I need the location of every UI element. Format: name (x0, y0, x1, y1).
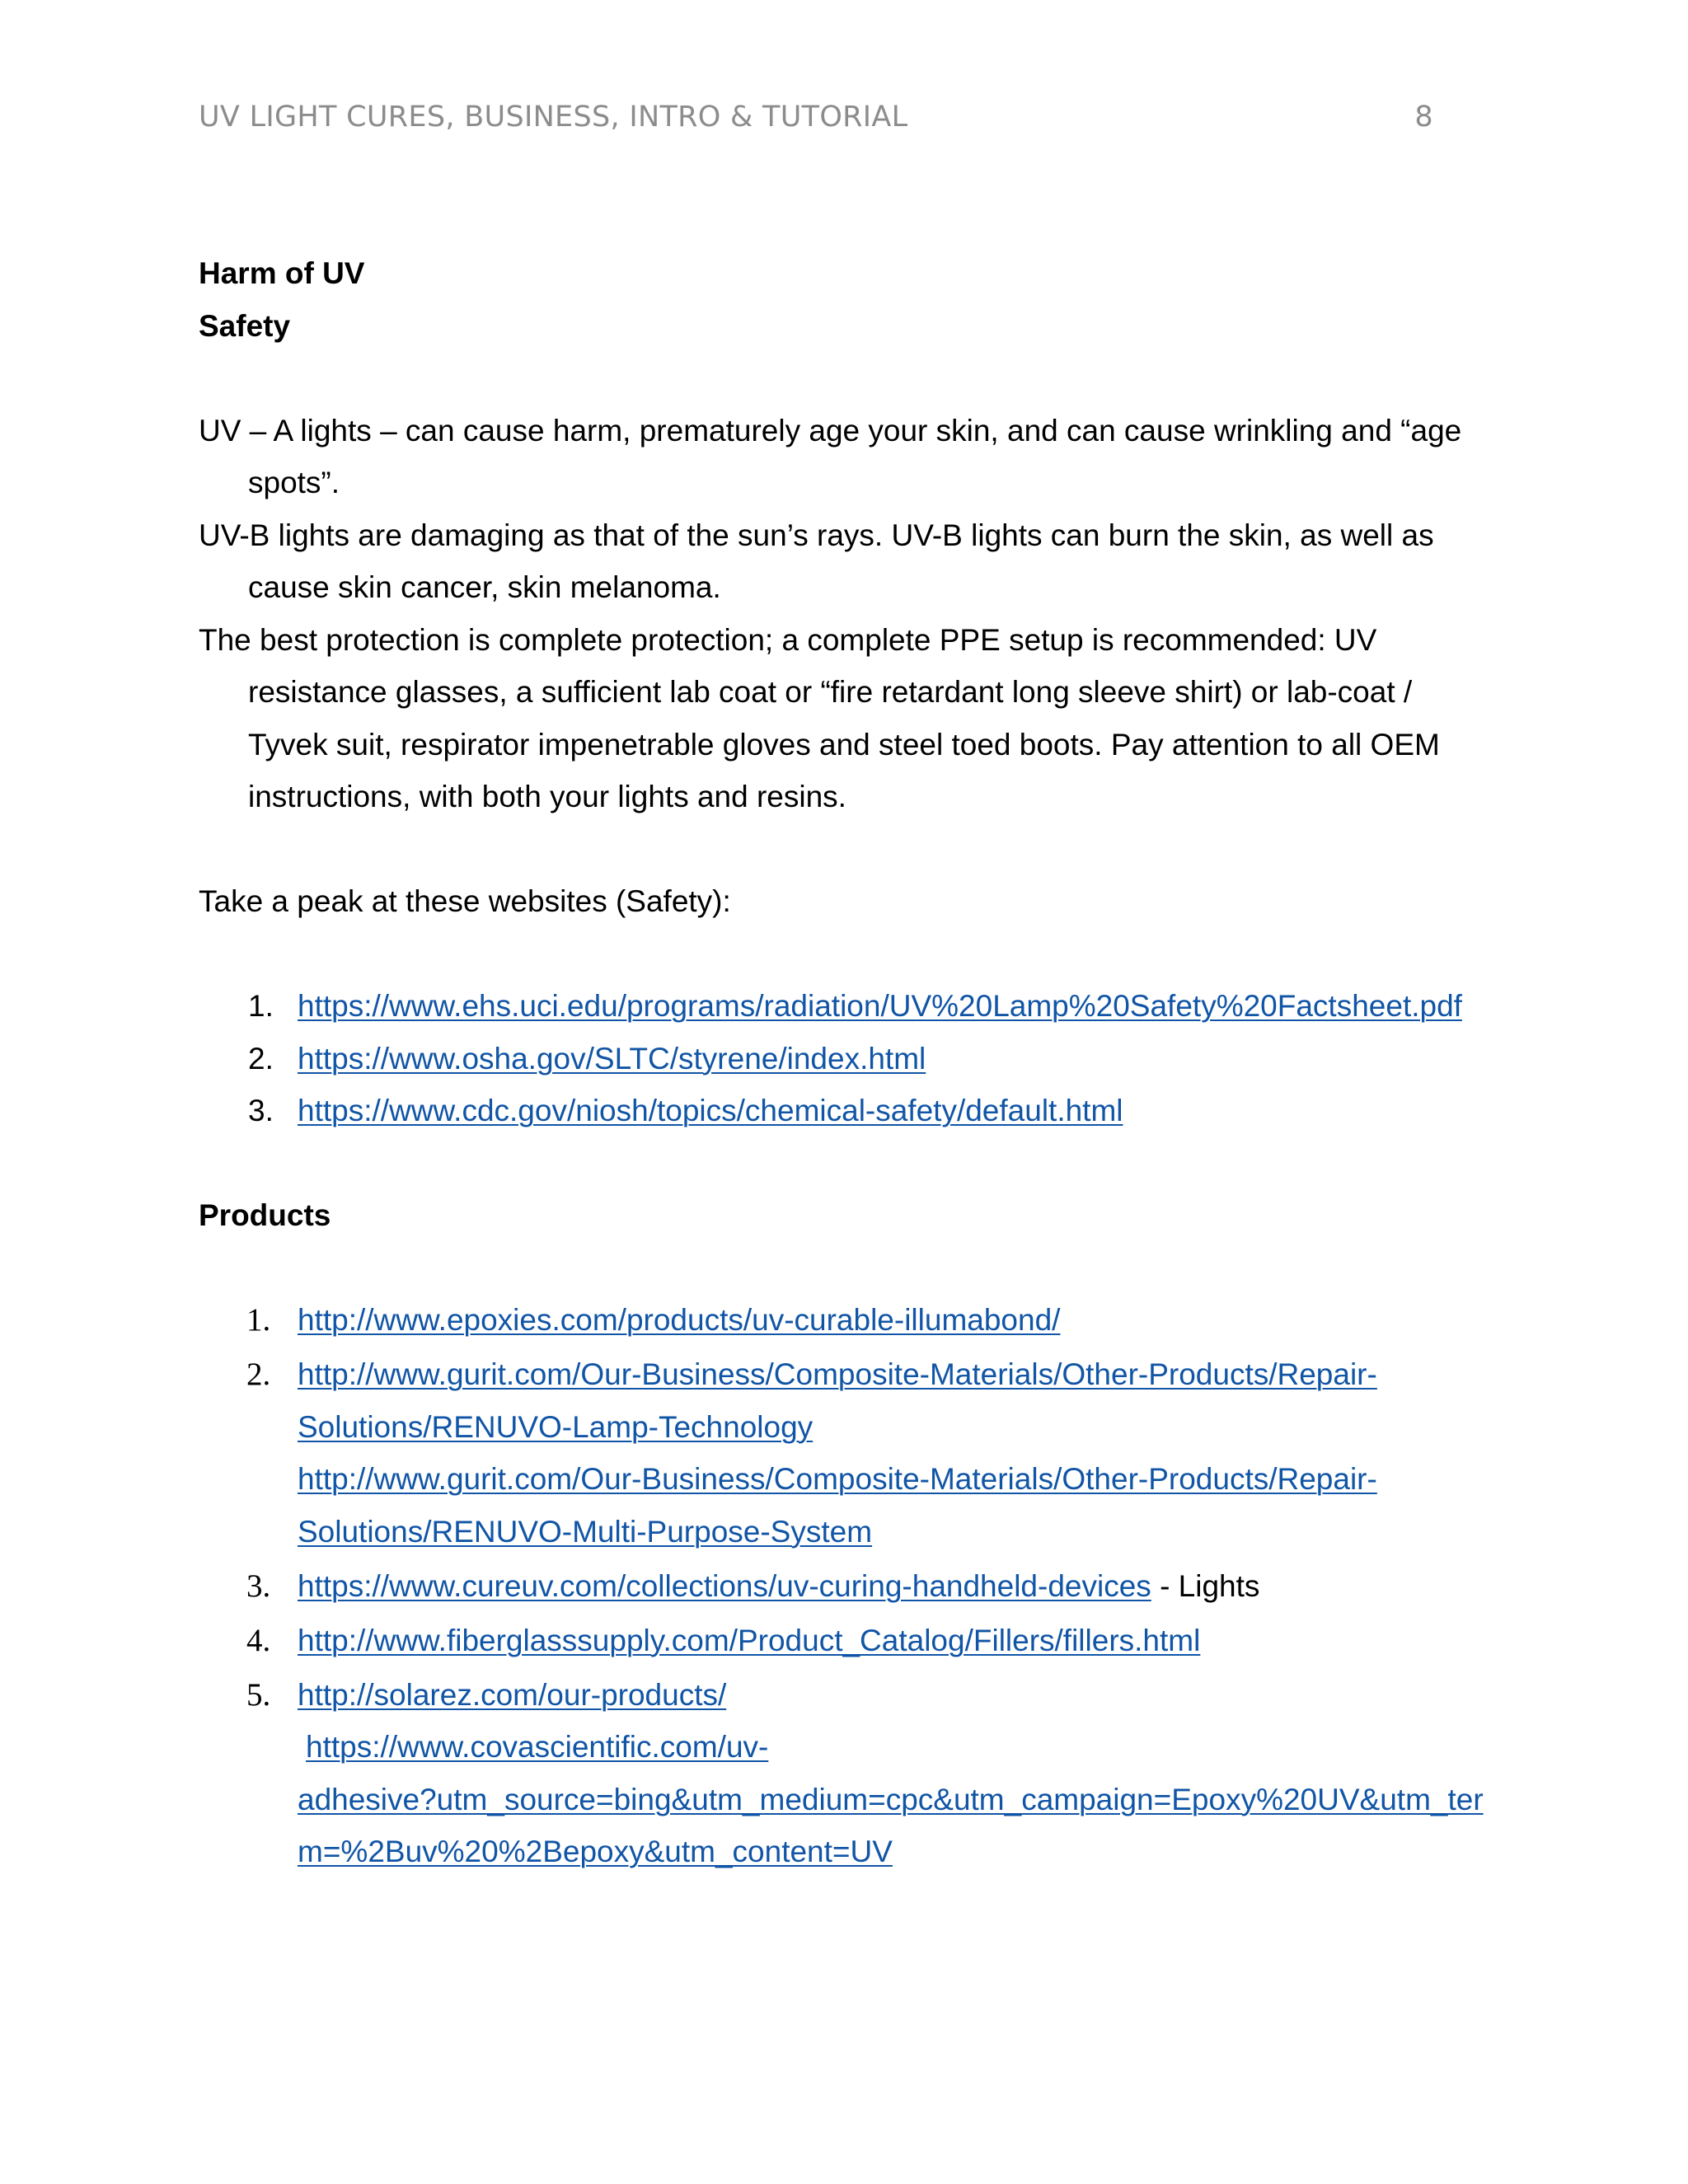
list-number: 3. (246, 1568, 271, 1604)
list-item (199, 1348, 1484, 1558)
link-line: http://www.gurit.com/Our-Business/Composite-Materials/Other-Products/Repair- (298, 1462, 1377, 1496)
running-header (199, 101, 1433, 142)
heading-products: Products (199, 1198, 331, 1232)
spacer (199, 1137, 1484, 1190)
heading-safety: Safety (199, 308, 291, 343)
product-link-epoxies[interactable]: http://www.epoxies.com/products/uv-curable-illumabond/ (298, 1303, 1061, 1337)
spacer (199, 823, 1484, 876)
product-link-cureuv[interactable]: https://www.cureuv.com/collections/uv-curing-handheld-devices (298, 1568, 1151, 1603)
paragraph-uvb: UV-B lights are damaging as that of the sun’s rays. UV-B lights can burn the skin, as well as cause skin cancer, skin melanoma. (199, 518, 1434, 604)
list-number: 4. (246, 1622, 271, 1658)
list-number: 1. (248, 989, 274, 1023)
list-item (199, 1560, 1484, 1613)
list-item (199, 1615, 1484, 1667)
link-line: http://www.gurit.com/Our-Business/Composite-Materials/Other-Products/Repair- (298, 1357, 1377, 1391)
product-link-solarez[interactable]: http://solarez.com/our-products/ (298, 1677, 727, 1712)
link-suffix: - Lights (1151, 1568, 1260, 1603)
list-item (199, 1033, 1484, 1085)
product-link-fiberglass[interactable]: http://www.fiberglasssupply.com/Product_Catalog/Fillers/fillers.html (298, 1623, 1201, 1657)
list-number: 3. (248, 1094, 274, 1127)
list-item (199, 1085, 1484, 1137)
products-links-list (199, 1294, 1484, 1878)
list-number: 2. (246, 1357, 271, 1392)
product-link-gurit-lamp[interactable] (298, 1348, 1484, 1453)
list-item (199, 980, 1484, 1033)
list-number: 2. (248, 1041, 274, 1076)
page-body (199, 247, 1484, 1880)
list-item (199, 1294, 1484, 1347)
paragraph-protection: The best protection is complete protection; a complete PPE setup is recommended: UV resistance glasses, a sufficient lab coat or “fire retardant long sleeve shirt) or lab-coat / Tyvek suit, respirator impenetrable gloves and steel toed boots. Pay attention to all OEM instructions, with both your lights and resins. (199, 622, 1440, 813)
safety-link-uci[interactable]: https://www.ehs.uci.edu/programs/radiation/UV%20Lamp%20Safety%20Factsheet.pdf (298, 989, 1462, 1023)
page-number: 8 (1414, 101, 1433, 134)
spacer (199, 928, 1484, 981)
websites-intro: Take a peak at these websites (Safety): (199, 884, 731, 918)
link-line: adhesive?utm_source=bing&utm_medium=cpc&utm_campaign=Epoxy%20UV&utm_ter (298, 1782, 1484, 1816)
link-line: Solutions/RENUVO-Lamp-Technology (298, 1409, 814, 1444)
list-number: 5. (246, 1676, 271, 1713)
heading-harm-of-uv: Harm of UV (199, 256, 365, 290)
product-link-covascientific[interactable] (298, 1721, 1484, 1878)
running-header-title: UV LIGHT CURES, BUSINESS, INTRO & TUTORIAL (199, 101, 908, 134)
paragraph-uva: UV – A lights – can cause harm, prematurely age your skin, and can cause wrinkling and “age spots”. (199, 413, 1462, 499)
safety-links-list (199, 980, 1484, 1137)
link-line: m=%2Buv%20%2Bepoxy&utm_content=UV (298, 1835, 893, 1868)
link-line: Solutions/RENUVO-Multi-Purpose-System (298, 1514, 873, 1549)
spacer (199, 352, 1484, 405)
product-link-gurit-multipurpose[interactable] (298, 1453, 1484, 1558)
list-number: 1. (246, 1302, 271, 1338)
safety-link-cdc[interactable]: https://www.cdc.gov/niosh/topics/chemical-safety/default.html (298, 1094, 1123, 1127)
spacer (199, 1242, 1484, 1295)
link-line: https://www.covascientific.com/uv- (306, 1730, 769, 1764)
list-item (199, 1669, 1484, 1878)
safety-link-osha[interactable]: https://www.osha.gov/SLTC/styrene/index.html (298, 1041, 926, 1076)
